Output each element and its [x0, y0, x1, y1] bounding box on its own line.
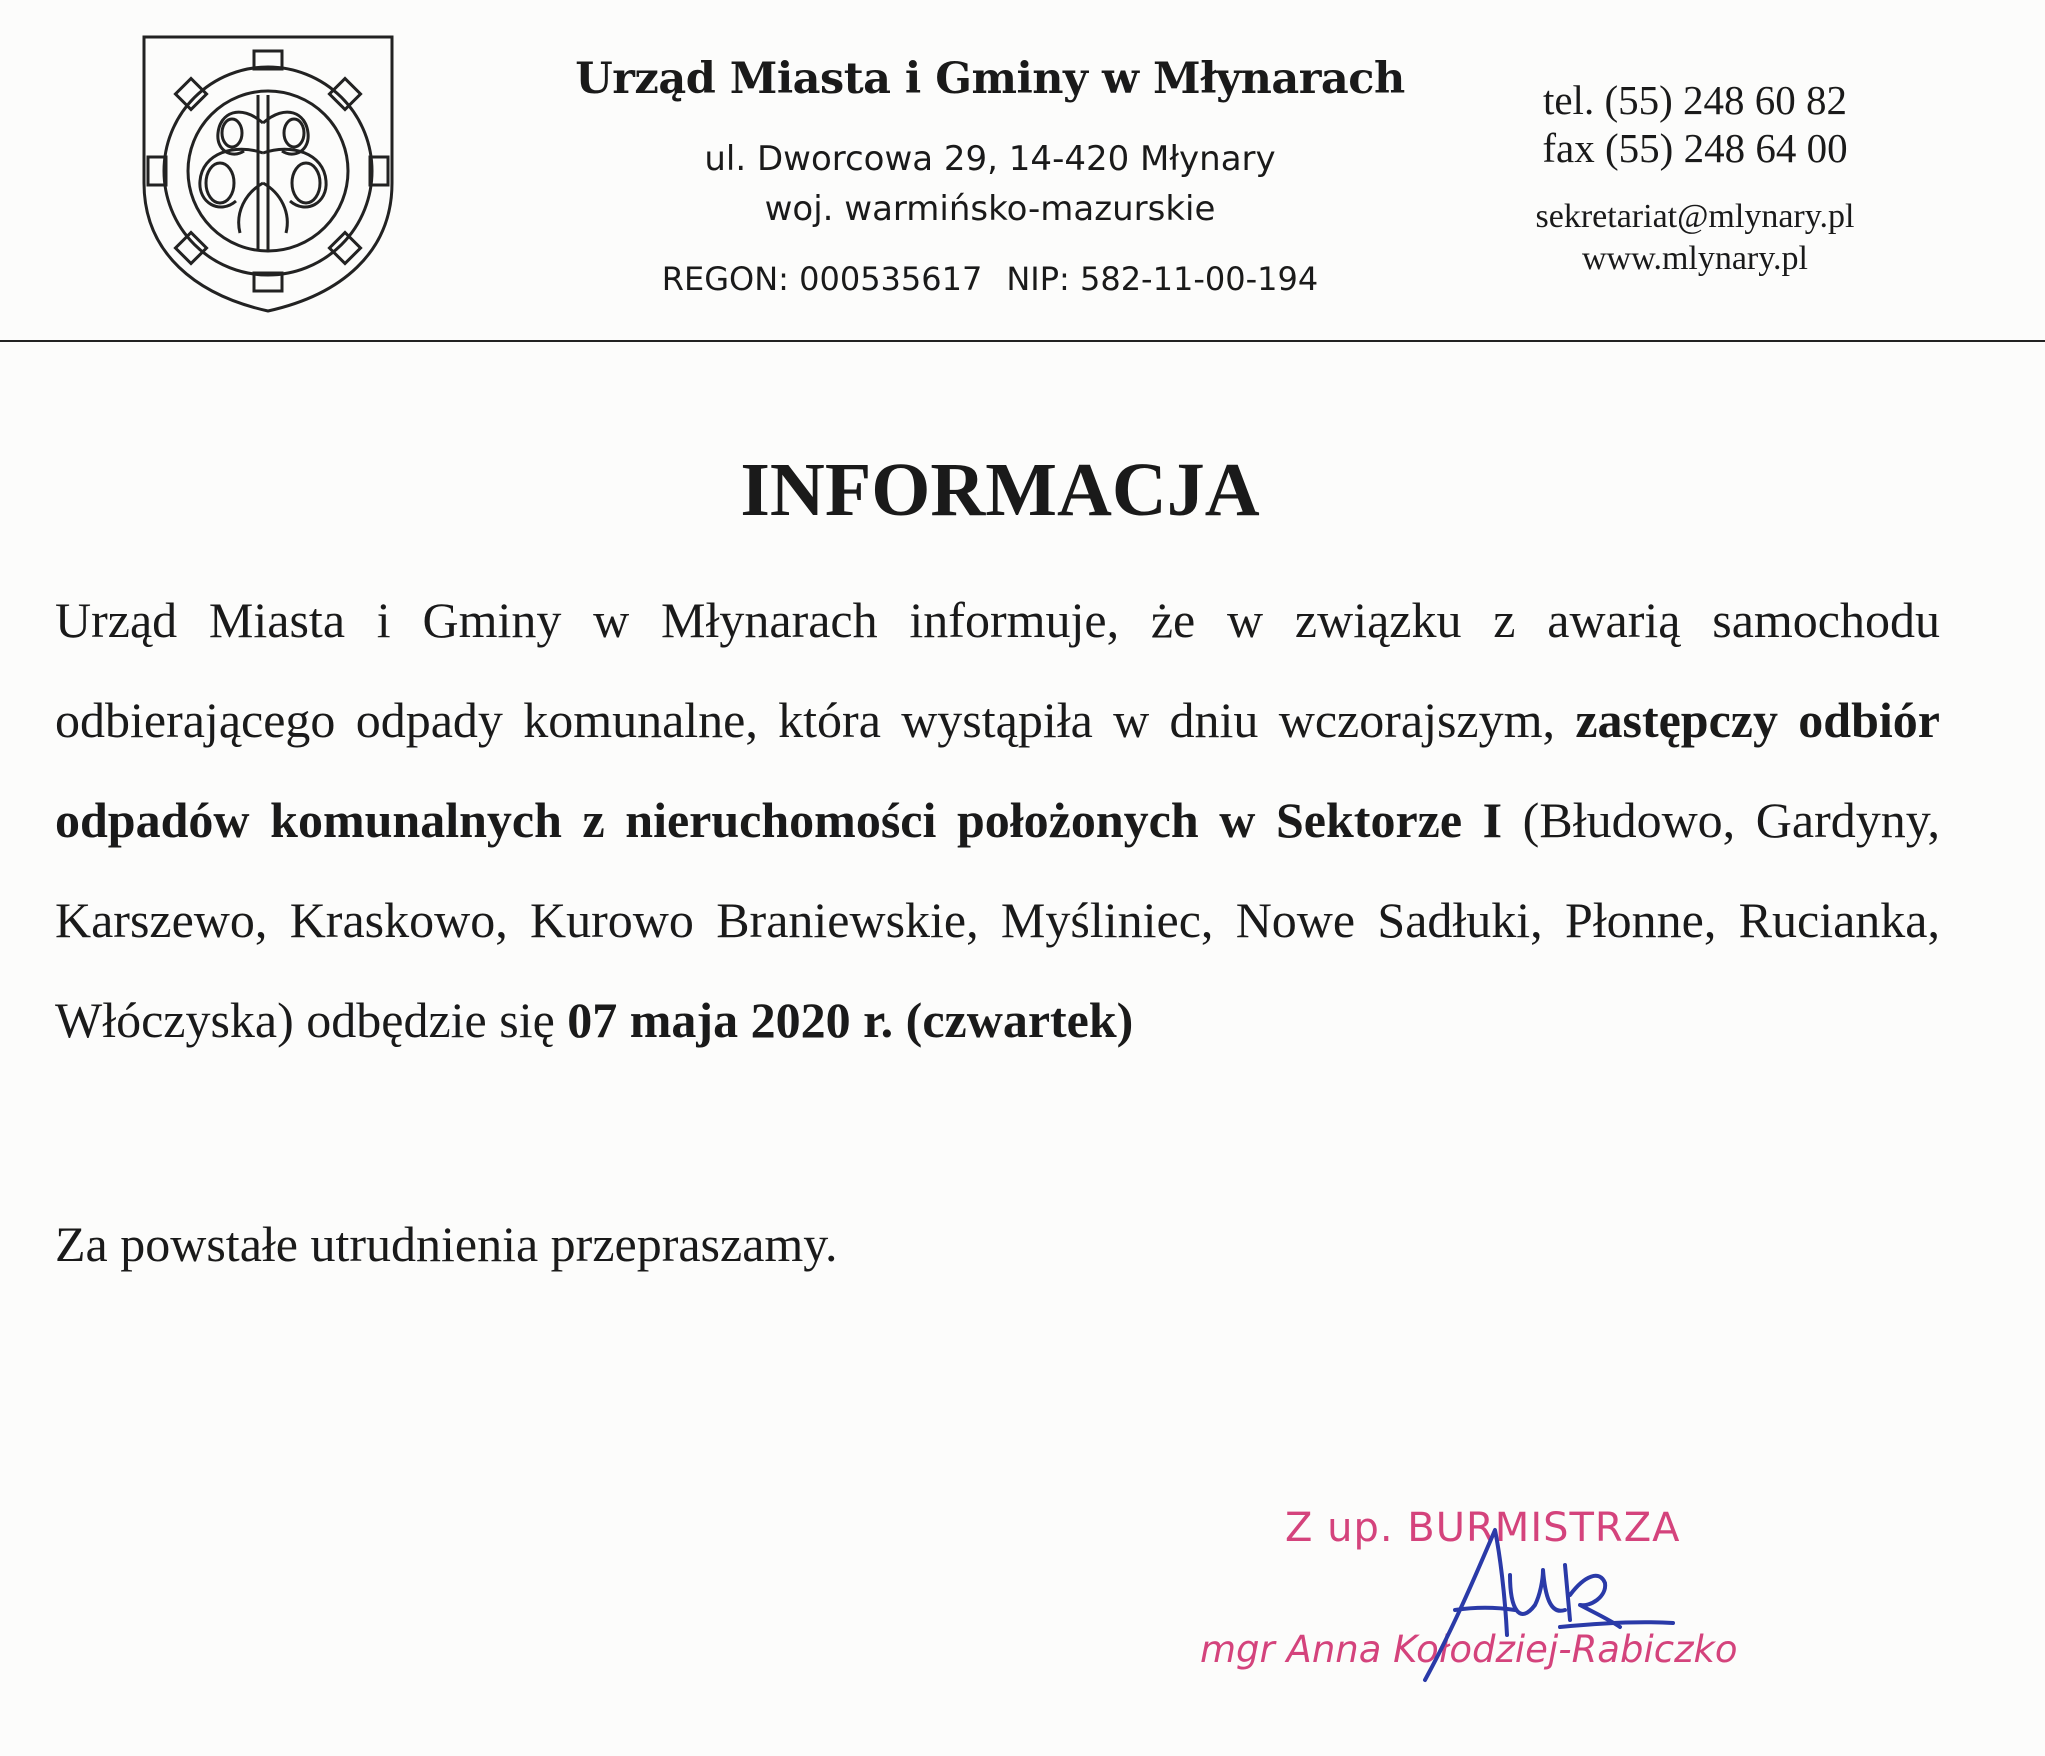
email-link[interactable]: sekretariat@mlynary.pl [1535, 198, 1855, 235]
body-text-intro: Urząd Miasta i Gminy w Młynarach informuje, że w związku z awarią samochodu odbierającego odpady komunalne, która wystąpiła w dniu wczorajszym, [55, 592, 1940, 748]
regon-number: REGON: 000535617 [661, 260, 983, 298]
fax-number: fax (55) 248 64 00 [1542, 125, 1848, 171]
document-title: INFORMACJA [740, 448, 1260, 532]
body-text-villages: (Błudowo, Gardyny, Karszewo, Kraskowo, Kurowo Braniewskie, Myśliniec, Nowe Sadłuki, Płonne, Rucianka, Włóczyska) odbędzie się [55, 792, 1940, 1048]
nip-number: NIP: 582-11-00-194 [1006, 260, 1319, 298]
body-paragraph [55, 570, 1940, 1070]
header-divider [0, 340, 2045, 342]
phone-number: tel. (55) 248 60 82 [1542, 77, 1848, 123]
address-region: woj. warmińsko-mazurskie [764, 189, 1216, 229]
stamp-authority: Z up. BURMISTRZA [1285, 1505, 1681, 1551]
handwritten-signature-icon [1395, 1515, 1675, 1685]
stamp-signatory: mgr Anna Kołodziej-Rabiczko [1200, 1628, 1738, 1671]
body-text-emphasis: zastępczy odbiór odpadów komunalnych z nieruchomości położonych w Sektorze I [55, 692, 1940, 848]
org-name: Urząd Miasta i Gminy w Młynarach [575, 54, 1405, 104]
apology-text: Za powstałe utrudnienia przepraszamy. [55, 1216, 838, 1272]
address-street: ul. Dworcowa 29, 14-420 Młynary [704, 139, 1276, 179]
collection-date: 07 maja 2020 r. (czwartek) [567, 992, 1134, 1048]
coat-of-arms-icon [140, 33, 396, 315]
website-link[interactable]: www.mlynary.pl [1582, 240, 1808, 277]
registry-ids [560, 260, 1420, 298]
